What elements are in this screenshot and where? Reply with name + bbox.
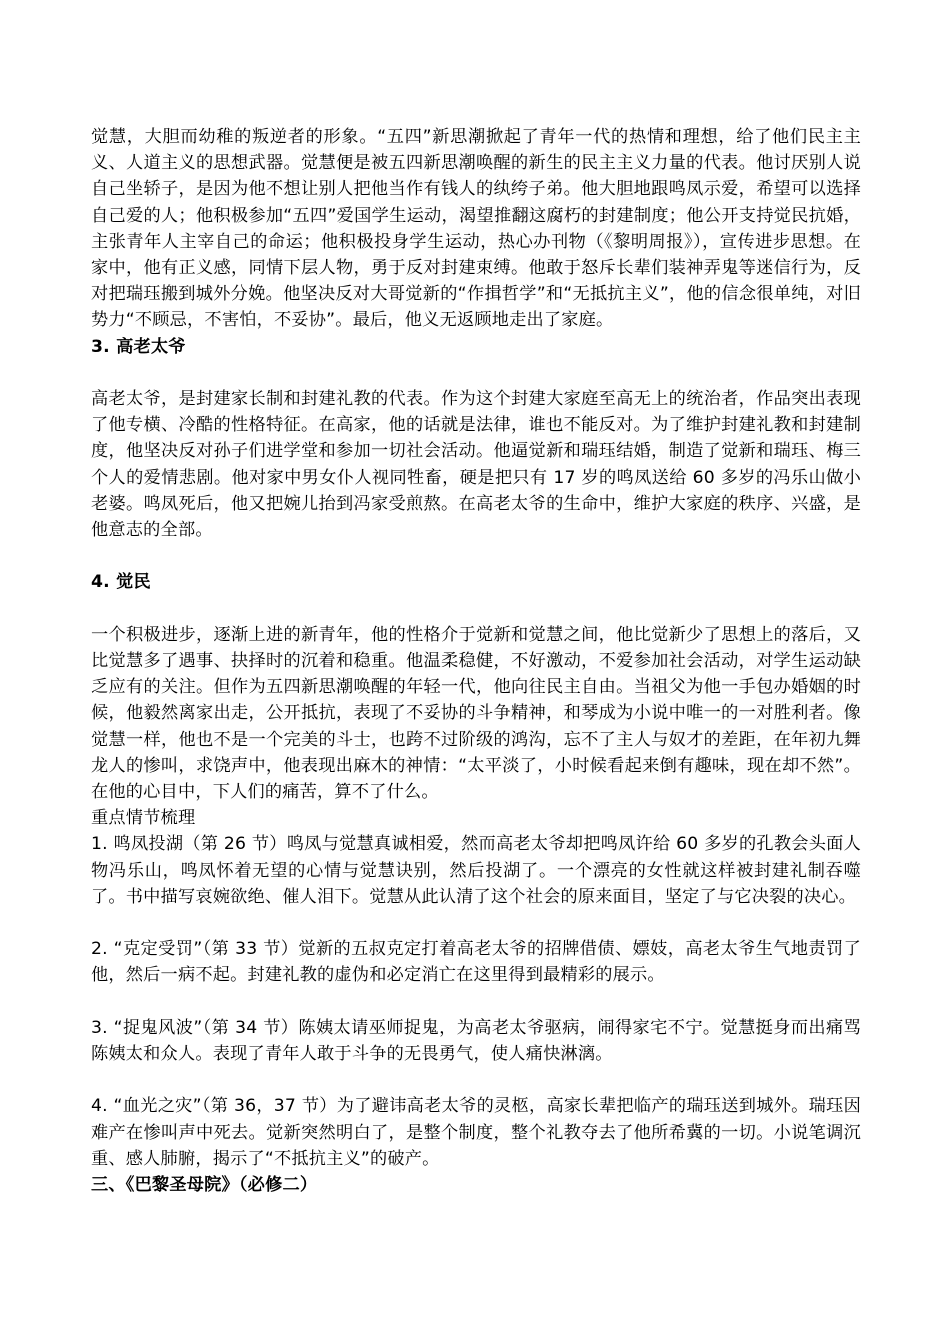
spacer: [91, 989, 861, 1015]
plot-item-2: 2. “克定受罚”（第 33 节）觉新的五叔克定打着高老太爷的招牌借债、嫖妓，高老太爷生气地责罚了他，然后一病不起。封建礼教的虚伪和必定消亡在这里得到最精彩的展示。: [91, 939, 861, 986]
spacer: [91, 910, 861, 936]
plot-item-4: 4. “血光之灾”（第 36，37 节）为了避讳高老太爷的灵柩，高家长辈把临产的瑞珏送到城外。瑞珏因难产在惨叫声中死去。觉新突然明白了，是整个制度，整个礼教夺去了他所希冀的一切。小说笔调沉重、感人肺腑，揭示了“不抵抗主义”的破产。: [91, 1096, 861, 1169]
heading-gaolaotaiye: 3. 高老太爷: [91, 336, 186, 357]
spacer: [91, 360, 861, 386]
juemin-paragraph: 一个积极进步，逐渐上进的新青年，他的性格介于觉新和觉慧之间，他比觉新少了思想上的落后，又比觉慧多了遇事、抉择时的沉着和稳重。他温柔稳健，不好激动，不爱参加社会活动，对学生运动缺乏应有的关注。但作为五四新思潮唤醒的年轻一代，他向往民主自由。当祖父为他一手包办婚姻的时候，他毅然离家出走，公开抵抗，表现了不妥协的斗争精神，和琴成为小说中唯一的一对胜利者。像觉慧一样，他也不是一个完美的斗士，也跨不过阶级的鸿沟，忘不了主人与奴才的差距，在年初九舞龙人的惨叫，求饶声中，他表现出麻木的神情：“太平淡了，小时候看起来倒有趣味，现在却不然”。在他的心目中，下人们的痛苦，算不了什么。: [91, 624, 861, 803]
section-heading-notre-dame: 三、《巴黎圣母院》（必修二）: [91, 1175, 318, 1196]
juehui-paragraph: 觉慧，大胆而幼稚的叛逆者的形象。“五四”新思潮掀起了青年一代的热情和理想，给了他们民主主义、人道主义的思想武器。觉慧便是被五四新思潮唤醒的新生的民主主义力量的代表。他讨厌别人说自己坐轿子，是因为他不想让别人把他当作有钱人的纨绔子弟。他大胆地跟鸣凤示爱，希望可以选择自己爱的人；他积极参加“五四”爱国学生运动，渴望推翻这腐朽的封建制度；他公开支持觉民抗婚，主张青年人主宰自己的命运；他积极投身学生运动，热心办刊物（《黎明周报》），宣传进步思想。在家中，他有正义感，同情下层人物，勇于反对封建束缚。他敢于怒斥长辈们装神弄鬼等迷信行为，反对把瑞珏搬到城外分娩。他坚决反对大哥觉新的“作揖哲学”和“无抵抗主义”，他的信念很单纯，对旧势力“不顾忌，不害怕，不妥协”。最后，他义无返顾地走出了家庭。: [91, 127, 861, 331]
document-page: [91, 124, 861, 1198]
plot-heading: 重点情节梳理: [91, 808, 196, 829]
heading-juemin: 4. 觉民: [91, 572, 151, 593]
gaolaotaiye-paragraph: 高老太爷，是封建家长制和封建礼教的代表。作为这个封建大家庭至高无上的统治者，作品突出表现了他专横、冷酷的性格特征。在高家，他的话就是法律，谁也不能反对。为了维护封建礼教和封建制度，他坚决反对孙子们进学堂和参加一切社会活动。他逼觉新和瑞珏结婚，制造了觉新和瑞珏、梅三个人的爱情悲剧。他对家中男女仆人视同牲畜，硬是把只有 17 岁的鸣凤送给 60 多岁的冯乐山做小老婆。鸣凤死后，他又把婉儿抬到冯家受煎熬。在高老太爷的生命中，维护大家庭的秩序、兴盛，是他意志的全部。: [91, 389, 861, 541]
spacer: [91, 1067, 861, 1093]
plot-item-3: 3. “捉鬼风波”（第 34 节）陈姨太请巫师捉鬼，为高老太爷驱病，闹得家宅不宁。觉慧挺身而出痛骂陈姨太和众人。表现了青年人敢于斗争的无畏勇气，使人痛快淋漓。: [91, 1017, 861, 1065]
plot-item-1: 1. 鸣凤投湖（第 26 节）鸣凤与觉慧真诚相爱，然而高老太爷却把鸣凤许给 60 多岁的孔教会头面人物冯乐山，鸣凤怀着无望的心情与觉慧诀别，然后投湖了。一个漂亮的女性就这样被封建礼制吞噬了。书中描写哀婉欲绝、催人泪下。觉慧从此认清了这个社会的原来面目，坚定了与它决裂的决心。: [91, 834, 861, 907]
spacer: [91, 596, 861, 622]
spacer: [91, 543, 861, 569]
